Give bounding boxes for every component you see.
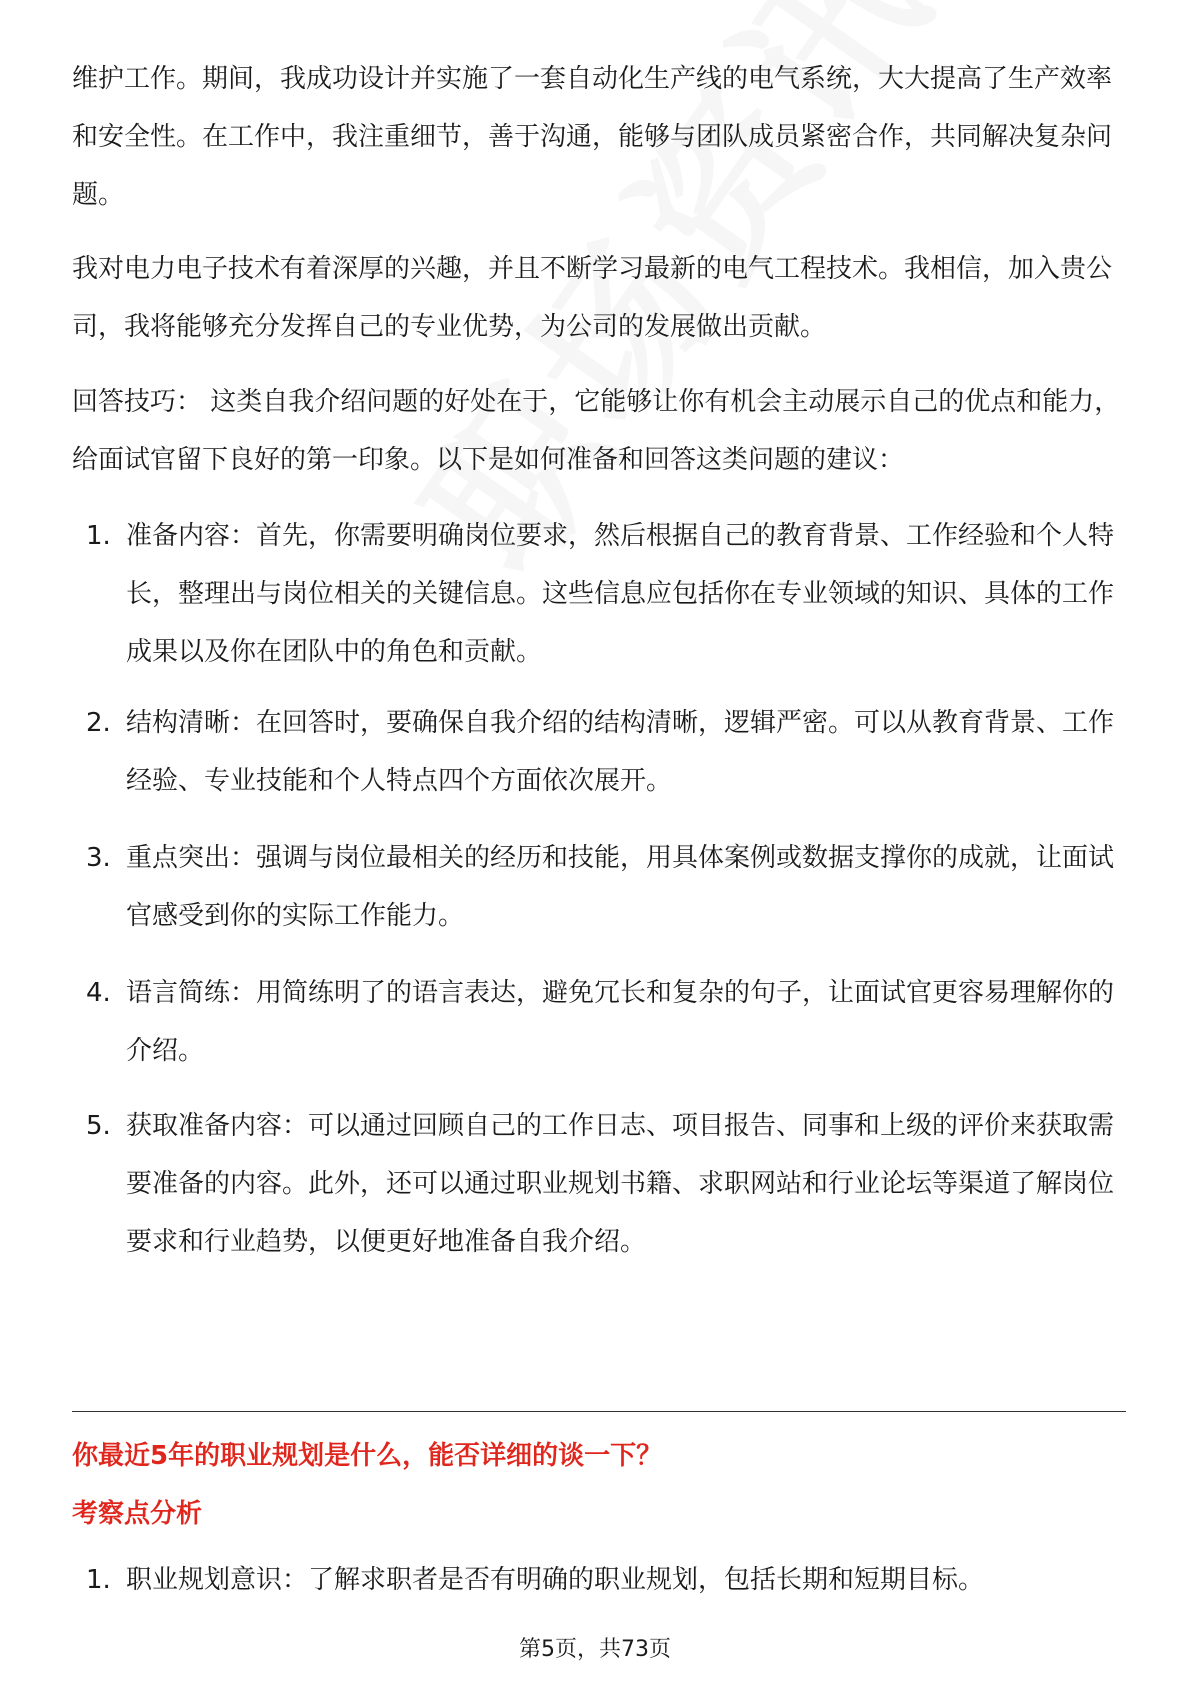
paragraph-interest: 我对电力电子技术有着深厚的兴趣，并且不断学习最新的电气工程技术。我相信，加入贵公司，我将能够充分发挥自己的专业优势，为公司的发展做出贡献。 bbox=[72, 254, 1113, 342]
list-text: 重点突出：强调与岗位最相关的经历和技能，用具体案例或数据支撑你的成就，让面试官感受到你的实际工作能力。 bbox=[126, 843, 1115, 931]
list-number: 2. bbox=[86, 708, 111, 738]
paragraph-intro-continued: 维护工作。期间，我成功设计并实施了一套自动化生产线的电气系统，大大提高了生产效率和安全性。在工作中，我注重细节，善于沟通，能够与团队成员紧密合作，共同解决复杂问题。 bbox=[72, 64, 1113, 210]
list-number: 1. bbox=[86, 1565, 111, 1595]
list-text: 职业规划意识：了解求职者是否有明确的职业规划，包括长期和短期目标。 bbox=[126, 1565, 985, 1595]
page-footer: 第5页，共73页 bbox=[519, 1637, 671, 1662]
analysis-heading: 考察点分析 bbox=[72, 1499, 203, 1529]
list-text: 获取准备内容：可以通过回顾自己的工作日志、项目报告、同事和上级的评价来获取需要准备的内容。此外，还可以通过职业规划书籍、求职网站和行业论坛等渠道了解岗位要求和行业趋势，以便更好地准备自我介绍。 bbox=[126, 1111, 1115, 1257]
list-text: 结构清晰：在回答时，要确保自我介绍的结构清晰，逻辑严密。可以从教育背景、工作经验、专业技能和个人特点四个方面依次展开。 bbox=[126, 708, 1115, 796]
list-number: 3. bbox=[86, 843, 111, 873]
section-divider bbox=[72, 1411, 1126, 1412]
list-text: 语言简练：用简练明了的语言表达，避免冗长和复杂的句子，让面试官更容易理解你的介绍。 bbox=[126, 978, 1115, 1066]
list-number: 5. bbox=[86, 1111, 111, 1141]
list-number: 1. bbox=[86, 521, 111, 551]
question-heading: 你最近5年的职业规划是什么，能否详细的谈一下？ bbox=[72, 1441, 663, 1471]
list-text: 准备内容：首先，你需要明确岗位要求，然后根据自己的教育背景、工作经验和个人特长，整理出与岗位相关的关键信息。这些信息应包括你在专业领域的知识、具体的工作成果以及你在团队中的角色和贡献。 bbox=[126, 521, 1115, 667]
list-number: 4. bbox=[86, 978, 111, 1008]
paragraph-answer-tips: 回答技巧： 这类自我介绍问题的好处在于，它能够让你有机会主动展示自己的优点和能力，给面试官留下良好的第一印象。以下是如何准备和回答这类问题的建议： bbox=[72, 387, 1121, 475]
